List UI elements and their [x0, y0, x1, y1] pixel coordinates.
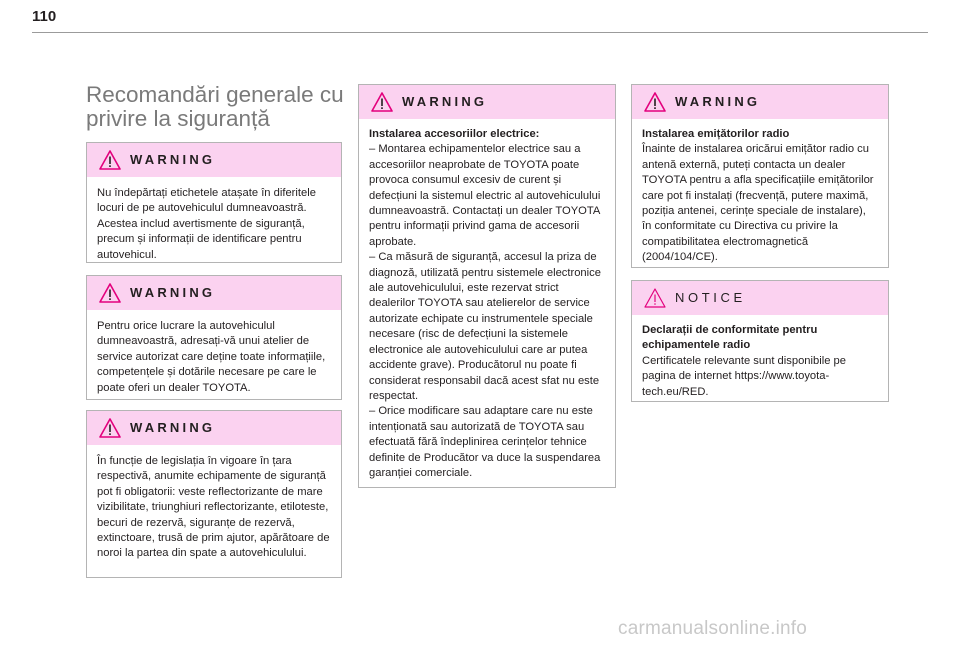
warning-text: Nu îndepărtați etichetele atașate în diferitele locuri de pe autovehiculul dumneavoastră. Acestea includ avertismente de siguranță, precum și informații de identificare pentru autovehicul. [97, 187, 316, 261]
notice-box-conformity [631, 280, 889, 402]
warning-header [87, 143, 341, 177]
warning-box-service [86, 275, 342, 400]
warning-header [87, 411, 341, 445]
warning-header [359, 85, 615, 119]
warning-triangle-icon [99, 150, 121, 170]
section-title: Recomandări generale cu privire la siguranță [86, 82, 344, 131]
warning-triangle-icon [644, 92, 666, 112]
warning-label: WARNING [130, 420, 216, 435]
warning-label: WARNING [130, 152, 216, 167]
warning-box-radio [631, 84, 889, 268]
warning-label: WARNING [402, 94, 488, 109]
warning-text: În funcție de legislația în vigoare în țara respectivă, anumite echipamente de siguranță pot fi obligatorii: veste reflectorizante de mare vizibilitate, triunghiuri reflectorizante, etiloteste, becuri de rezervă, siguranțe de rezervă, extinctoare, trusă de prim ajutor, apărătoare de noroi la partea din spate a autovehiculului. [97, 455, 330, 560]
warning-box-labels [86, 142, 342, 263]
watermark: carmanualsonline.info [618, 618, 808, 639]
electrical-para-3: – Orice modificare sau adaptare care nu este intenționată sau autorizată de TOYOTA sau efectuată fără îndeplinirea cerințelor tehnice definite de Producător va duce la suspendarea garanției comerciale. [369, 405, 601, 479]
warning-label: WARNING [675, 94, 761, 109]
top-rule [32, 32, 928, 33]
page-number: 110 [32, 8, 57, 25]
electrical-para-1: – Montarea echipamentelor electrice sau a accesoriilor neaprobate de TOYOTA poate provoca consumul excesiv de curent și defecțiuni la sistemul electric al autovehiculului dumneavoastră. Contactați un dealer TOYOTA pentru informații privind gama de accesorii aprobate. [369, 143, 601, 248]
electrical-para-2: – Ca măsură de siguranță, accesul la priza de diagnoză, utilizată pentru sistemele electronice ale autovehiculului, este rezervat strict dealerilor TOYOTA sau atelierelor de service autorizate echipate cu instrumentele speciale necesare (risc de defecțiuni la sistemele electronice ale autovehiculului care ar putea accidente grave). Producătorul nu poate fi considerat responsabil dacă acest sfat nu este respectat. [369, 251, 601, 402]
electrical-heading: Instalarea accesoriilor electrice: [369, 128, 540, 140]
warning-box-legislation [86, 410, 342, 578]
warning-header [632, 85, 888, 119]
warning-triangle-icon [371, 92, 393, 112]
notice-header [632, 281, 888, 315]
warning-triangle-icon [99, 283, 121, 303]
conformity-text: Certificatele relevante sunt disponibile pe pagina de internet https://www.toyota-tech.eu/RED. [642, 354, 846, 398]
warning-header [87, 276, 341, 310]
warning-label: WARNING [130, 285, 216, 300]
radio-heading: Instalarea emițătorilor radio [642, 128, 790, 140]
radio-text: Înainte de instalarea oricărui emițător radio cu antenă externă, puteți contacta un dealer TOYOTA pentru a afla specificațiile emițătorilor care pot fi instalați (frecvență, putere maximă, poziția antenei, cerințe speciale de instalare), în conformitate cu Directiva cu privire la compatibilitatea electromagnetică (2004/104/CE). [642, 143, 874, 264]
notice-label: NOTICE [675, 290, 746, 305]
warning-box-electrical [358, 84, 616, 488]
warning-triangle-icon [99, 418, 121, 438]
notice-triangle-icon [644, 288, 666, 308]
warning-text: Pentru orice lucrare la autovehiculul dumneavoastră, adresați-vă unui atelier de service autorizat care deține toate informațiile, competențele și dotările necesare pe care le poate oferi un dealer TOYOTA. [97, 320, 326, 394]
conformity-heading: Declarații de conformitate pentru echipamentele radio [642, 324, 818, 352]
